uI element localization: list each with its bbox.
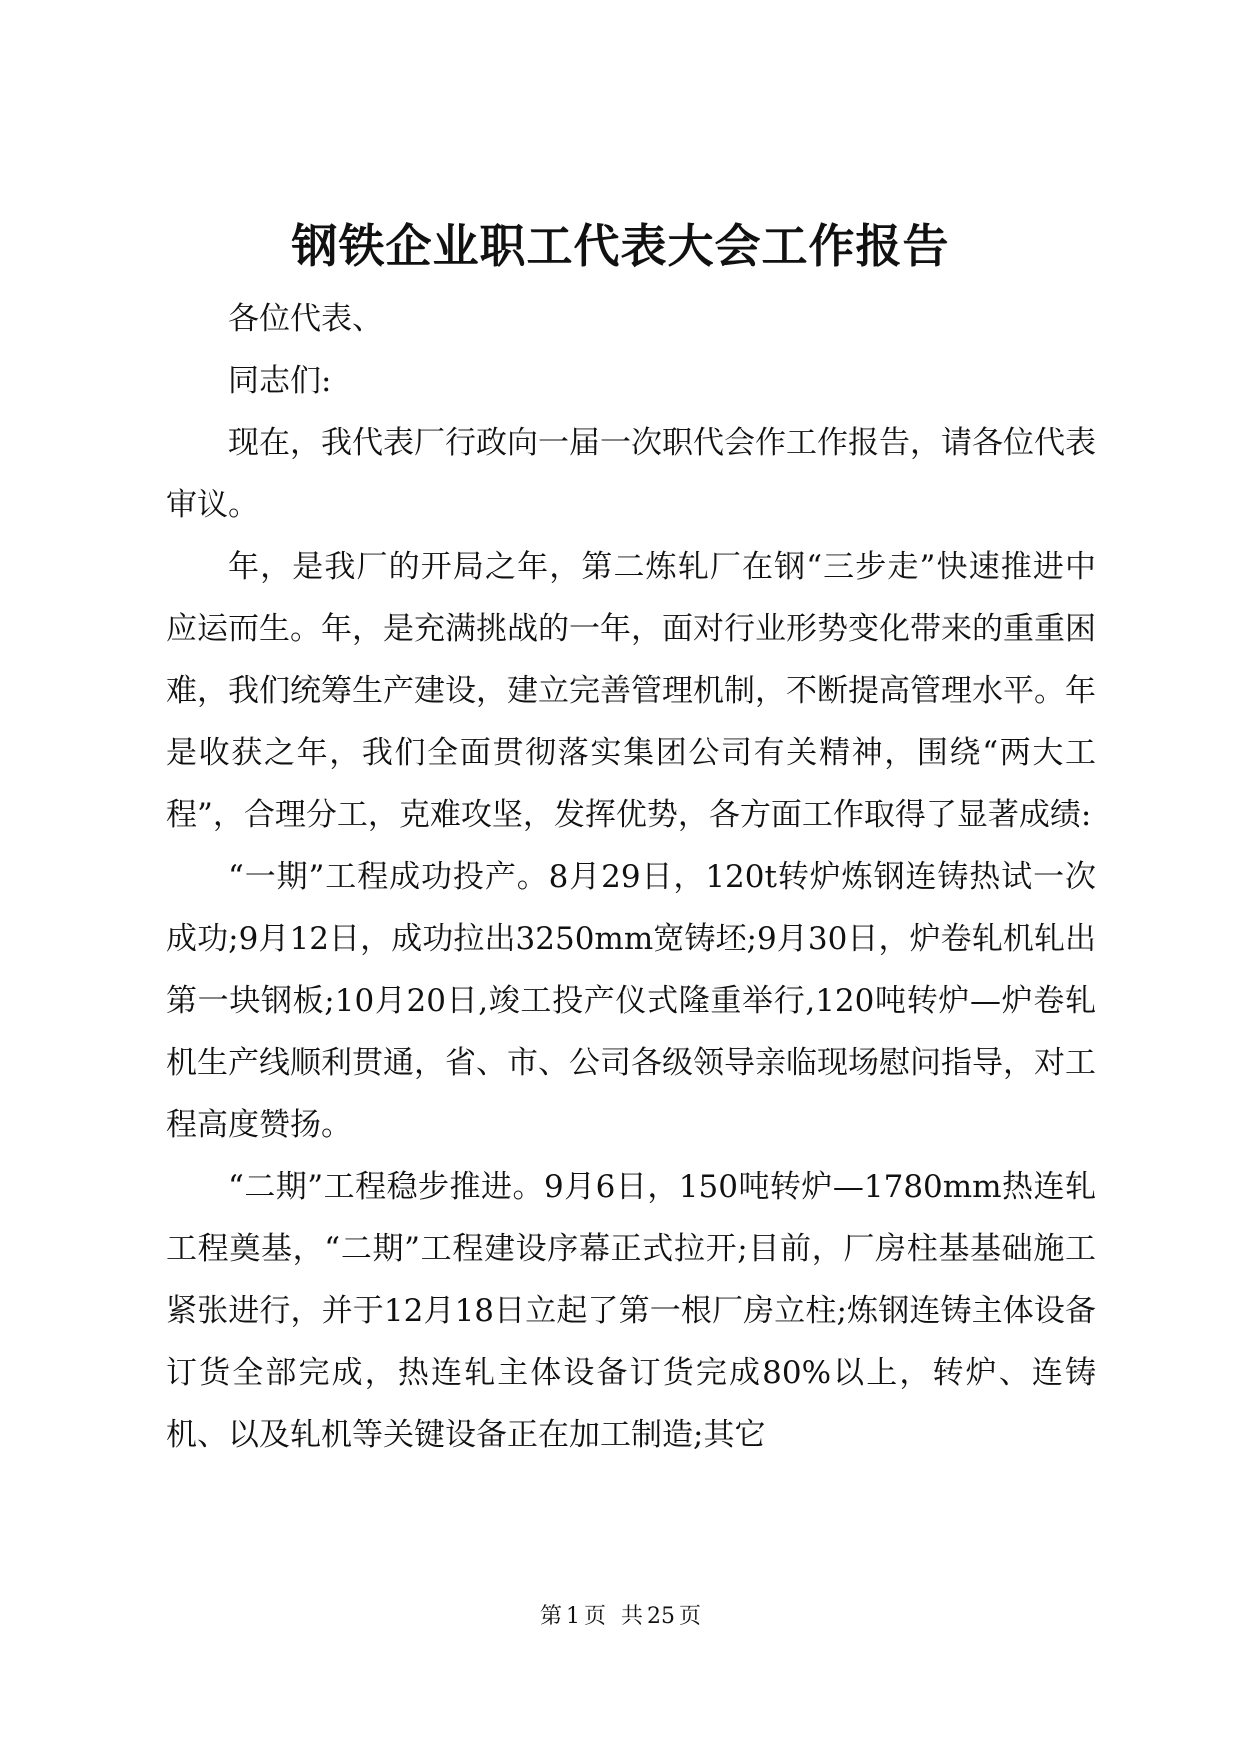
page-label-suffix: 页 [583,1604,606,1629]
page-label-prefix: 第 [539,1604,562,1629]
document-title: 钢铁企业职工代表大会工作报告 [291,219,950,273]
total-label-prefix: 共 [621,1604,644,1629]
body-paragraph: “一期”工程成功投产。8月29日，120t转炉炼钢连铸热试一次成功;9月12日，成功拉出3250mm宽铸坯;9月30日，炉卷轧机轧出第一块钢板;10月20日,竣工投产仪式隆重举行,120吨转炉—炉卷轧机生产线顺利贯通，省、市、公司各级领导亲临现场慰问指导，对工程高度赞扬。 [166,859,1096,1143]
body-paragraph: 年，是我厂的开局之年，第二炼轧厂在钢“三步走”快速推进中应运而生。年，是充满挑战的一年，面对行业形势变化带来的重重困难，我们统筹生产建设，建立完善管理机制，不断提高管理水平。年是收获之年，我们全面贯彻落实集团公司有关精神，围绕“两大工程”，合理分工，克难攻坚，发挥优势，各方面工作取得了显著成绩: [166,549,1096,833]
page-total [619,1604,703,1629]
document-body [166,288,1096,1466]
page-number [538,1604,608,1629]
current-page: 1 [565,1604,580,1629]
salutation-line-1: 各位代表、 [228,301,383,337]
body-paragraph: “二期”工程稳步推进。9月6日，150吨转炉—1780mm热连轧工程奠基，“二期”工程建设序幕正式拉开;目前，厂房柱基基础施工紧张进行，并于12月18日立起了第一根厂房立柱;炼钢连铸主体设备订货全部完成，热连轧主体设备订货完成80%以上，转炉、连铸机、以及轧机等关键设备正在加工制造;其它 [166,1169,1096,1453]
total-pages: 25 [647,1604,676,1629]
total-label-suffix: 页 [679,1604,702,1629]
salutation-line-2: 同志们: [228,363,332,399]
page-footer [0,1602,1241,1632]
body-paragraph: 现在，我代表厂行政向一届一次职代会作工作报告，请各位代表审议。 [166,425,1096,523]
